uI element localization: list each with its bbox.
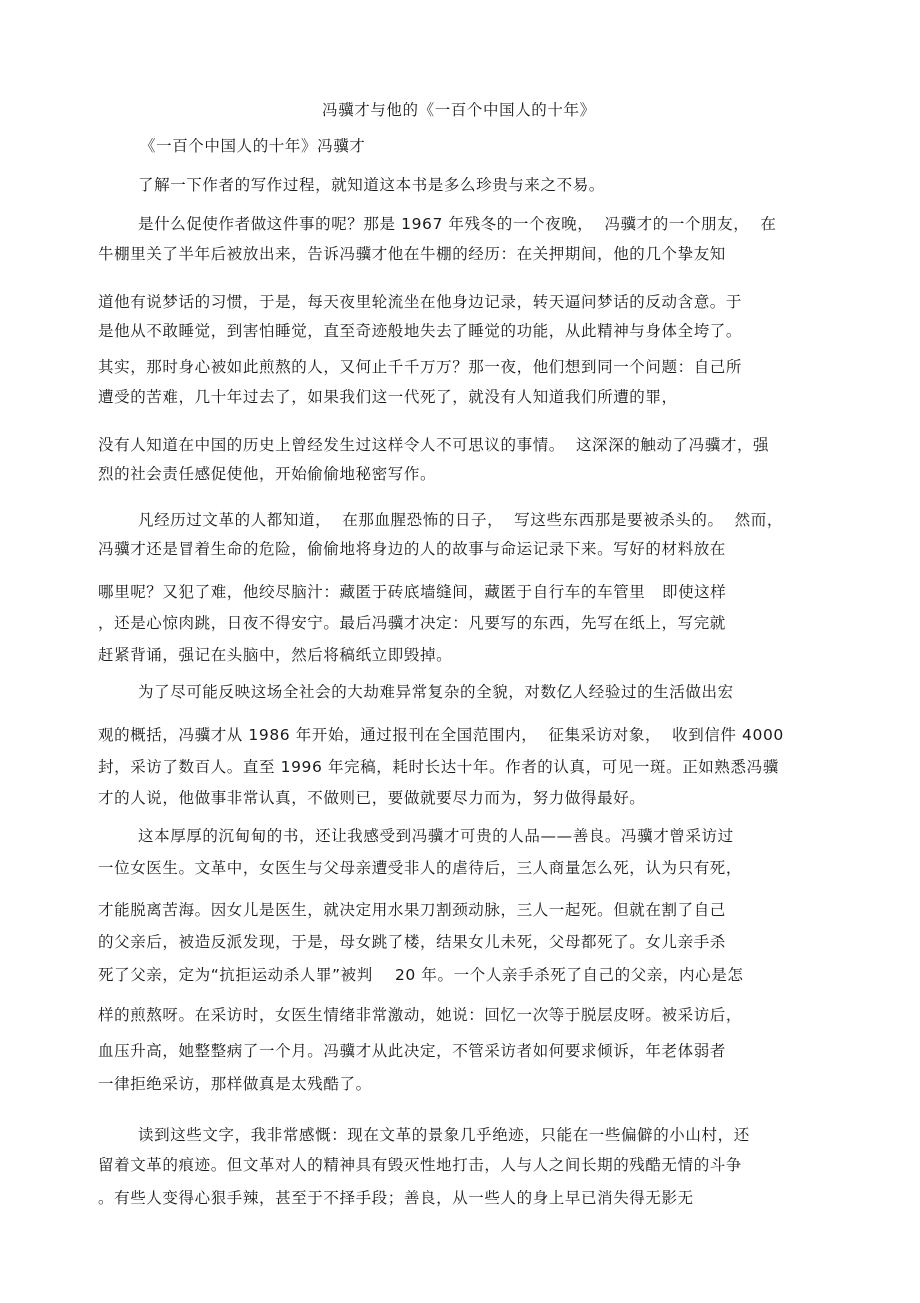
body-line: 凡经历过文革的人都知道， 在那血腥恐怖的日子， 写这些东西那是要被杀头的。 然而，: [138, 511, 783, 529]
body-line: 为了尽可能反映这场全社会的大劫难异常复杂的全貌，对数亿人经验过的生活做出宏: [138, 683, 734, 701]
body-line: ，还是心惊肉跳，日夜不得安宁。最后冯骥才决定：凡要写的东西，先写在纸上，写完就: [98, 614, 726, 632]
body-line: 死了父亲，定为“抗拒运动杀人罪”被判 20 年。一个人亲手杀死了自己的父亲，内心是怎: [98, 966, 744, 984]
body-line: 没有人知道在中国的历史上曾经发生过这样令人不可思议的事情。 这深深的触动了冯骥才，强: [98, 436, 770, 454]
body-line: 遭受的苦难，几十年过去了，如果我们这一代死了，就没有人知道我们所遭的罪，: [98, 388, 678, 406]
body-line: 是他从不敢睡觉，到害怕睡觉，直至奇迹般地失去了睡觉的功能，从此精神与身体全垮了。: [98, 322, 743, 340]
document-subtitle: 《一百个中国人的十年》冯骥才: [140, 137, 366, 155]
body-line: 是什么促使作者做这件事的呢？那是 1967 年残冬的一个夜晚， 冯骥才的一个朋友， 在: [138, 215, 777, 233]
body-line: 一律拒绝采访，那样做真是太残酷了。: [98, 1075, 372, 1093]
body-line: 留着文革的痕迹。但文革对人的精神具有毁灭性地打击，人与人之间长期的残酷无情的斗争: [98, 1156, 743, 1174]
body-line: 冯骥才还是冒着生命的危险，偷偷地将身边的人的故事与命运记录下来。写好的材料放在: [98, 540, 726, 558]
body-line: 。有些人变得心狠手辣，甚至于不择手段；善良，从一些人的身上早已消失得无影无: [98, 1189, 694, 1207]
body-line: 的父亲后，被造反派发现，于是，母女跳了楼，结果女儿未死，父母都死了。女儿亲手杀: [98, 933, 726, 951]
body-line: 这本厚厚的沉甸甸的书，还让我感受到冯骥才可贵的人品——善良。冯骥才曾采访过: [138, 827, 734, 845]
body-line: 道他有说梦话的习惯，于是，每天夜里轮流坐在他身边记录，转天逼问梦话的反动含意。于: [98, 293, 743, 311]
body-line: 才的人说，他做事非常认真，不做则已，要做就要尽力而为，努力做得最好。: [98, 789, 646, 807]
body-line: 其实，那时身心被如此煎熬的人，又何止千千万万？那一夜，他们想到同一个问题：自己所: [98, 358, 743, 376]
body-line: 牛棚里关了半年后被放出来，告诉冯骥才他在牛棚的经历：在关押期间，他的几个挚友知: [98, 245, 726, 263]
body-line: 一位女医生。文革中，女医生与父母亲遭受非人的虐待后，三人商量怎么死，认为只有死，: [98, 859, 743, 877]
body-line: 了解一下作者的写作过程，就知道这本书是多么珍贵与来之不易。: [138, 176, 605, 194]
body-line: 封，采访了数百人。直至 1996 年完稿，耗时长达十年。作者的认真，可见一斑。正如熟悉冯骥: [98, 758, 779, 776]
body-line: 才能脱离苦海。因女儿是医生，就决定用水果刀割颈动脉，三人一起死。但就在割了自己: [98, 901, 726, 919]
body-line: 烈的社会责任感促使他，开始偷偷地秘密写作。: [98, 465, 437, 483]
document-title: 冯骥才与他的《一百个中国人的十年》: [322, 101, 596, 119]
body-line: 血压升高，她整整病了一个月。冯骥才从此决定，不管采访者如何要求倾诉，年老体弱者: [98, 1042, 726, 1060]
body-line: 观的概括，冯骥才从 1986 年开始，通过报刊在全国范围内， 征集采访对象， 收到信件 4000: [98, 726, 784, 744]
body-line: 赶紧背诵，强记在头脑中，然后将稿纸立即毁掉。: [98, 646, 453, 664]
body-line: 样的煎熬呀。在采访时，女医生情绪非常激动，她说：回忆一次等于脱层皮呀。被采访后，: [98, 1006, 743, 1024]
body-line: 读到这些文字，我非常感慨：现在文革的景象几乎绝迹，只能在一些偏僻的小山村，还: [138, 1126, 750, 1144]
body-line: 哪里呢？又犯了难，他绞尽脑汁：藏匿于砖底墙缝间，藏匿于自行车的车管里 即使这样: [98, 583, 727, 601]
